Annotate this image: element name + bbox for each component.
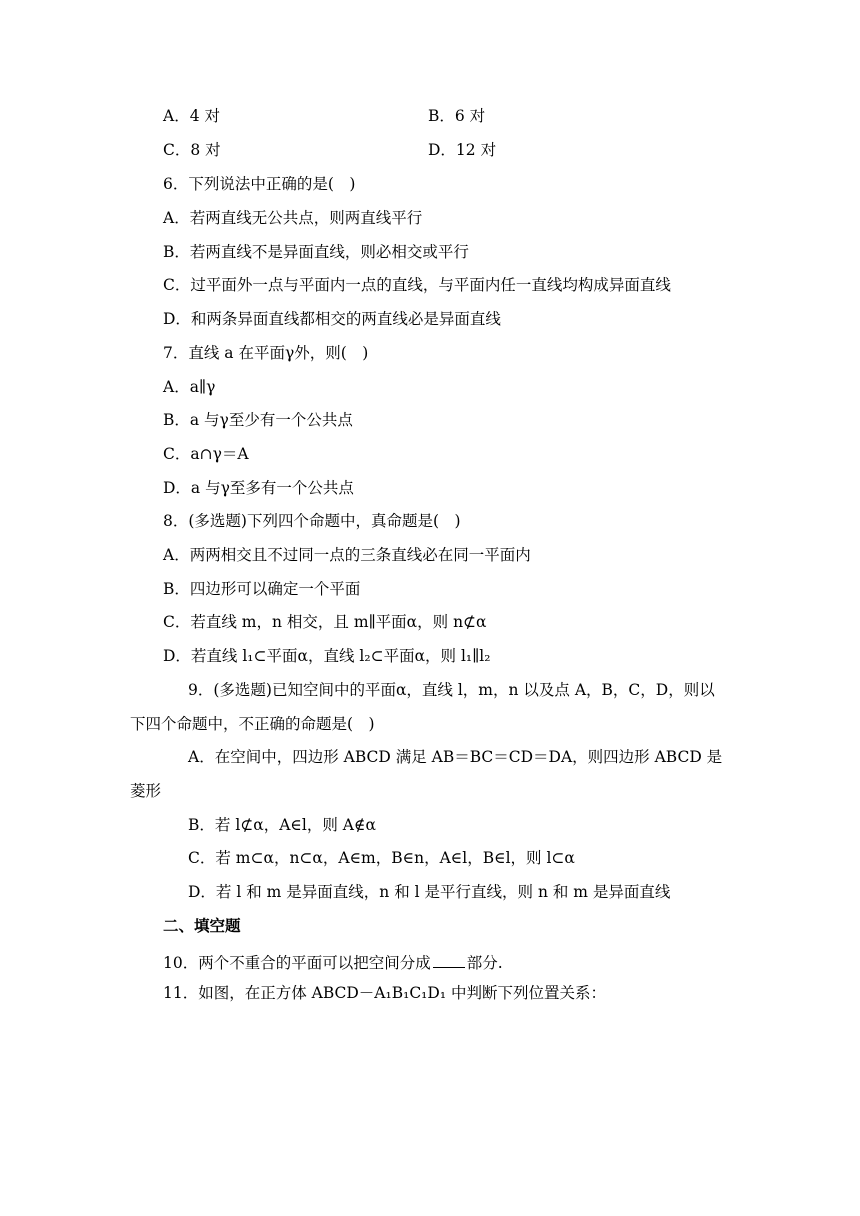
q6-stem: 6．下列说法中正确的是( ) [163, 175, 356, 193]
q6-option-d: D．和两条异面直线都相交的两直线必是异面直线 [163, 310, 501, 328]
q9-option-c: C．若 m⊂α，n⊂α，A∈m，B∈n，A∈l，B∈l，则 l⊂α [188, 849, 575, 867]
q6-option-b: B．若两直线不是异面直线，则必相交或平行 [163, 243, 469, 261]
q6-option-c: C．过平面外一点与平面内一点的直线，与平面内任一直线均构成异面直线 [163, 276, 671, 294]
q7-option-b: B．a 与γ至少有一个公共点 [163, 411, 353, 429]
q8-stem: 8．(多选题)下列四个命题中，真命题是( ) [163, 512, 461, 530]
q10-answer-blank[interactable] [433, 949, 465, 968]
q10-text-after: 部分. [466, 954, 503, 972]
q5-option-c: C．8 对 [163, 141, 221, 159]
q8-option-d: D．若直线 l₁⊂平面α，直线 l₂⊂平面α，则 l₁∥l₂ [163, 647, 491, 665]
q11-stem: 11．如图，在正方体 ABCD－A₁B₁C₁D₁ 中判断下列位置关系： [163, 984, 606, 1002]
q8-option-a: A．两两相交且不过同一点的三条直线必在同一平面内 [163, 546, 531, 564]
q10-line [163, 949, 503, 974]
q7-option-c: C．a∩γ＝A [163, 445, 249, 463]
q5-option-b: B．6 对 [428, 107, 486, 125]
q9-stem-line2: 下四个命题中，不正确的命题是( ) [130, 715, 375, 733]
section-title-fill-in: 二、填空题 [163, 917, 241, 935]
q8-option-c: C．若直线 m，n 相交，且 m∥平面α，则 n⊄α [163, 613, 487, 631]
q8-option-b: B．四边形可以确定一个平面 [163, 580, 361, 598]
q6-option-a: A．若两直线无公共点，则两直线平行 [163, 209, 423, 227]
q7-option-d: D．a 与γ至多有一个公共点 [163, 479, 354, 497]
q9-option-d: D．若 l 和 m 是异面直线，n 和 l 是平行直线，则 n 和 m 是异面直线 [188, 883, 671, 901]
q7-stem: 7．直线 a 在平面γ外，则( ) [163, 344, 369, 362]
q9-option-a-line2: 菱形 [130, 782, 162, 800]
q5-option-a: A．4 对 [163, 107, 220, 125]
q7-option-a: A．a∥γ [163, 378, 216, 396]
q9-stem-line1: 9．(多选题)已知空间中的平面α，直线 l，m，n 以及点 A，B，C，D，则以 [188, 681, 715, 699]
q10-text-before: 10．两个不重合的平面可以把空间分成 [163, 954, 431, 972]
q9-option-a-line1: A．在空间中，四边形 ABCD 满足 AB＝BC＝CD＝DA，则四边形 ABCD 是 [188, 748, 723, 766]
q9-option-b: B．若 l⊄α，A∈l，则 A∉α [188, 816, 376, 834]
q5-option-d: D．12 对 [428, 141, 497, 159]
